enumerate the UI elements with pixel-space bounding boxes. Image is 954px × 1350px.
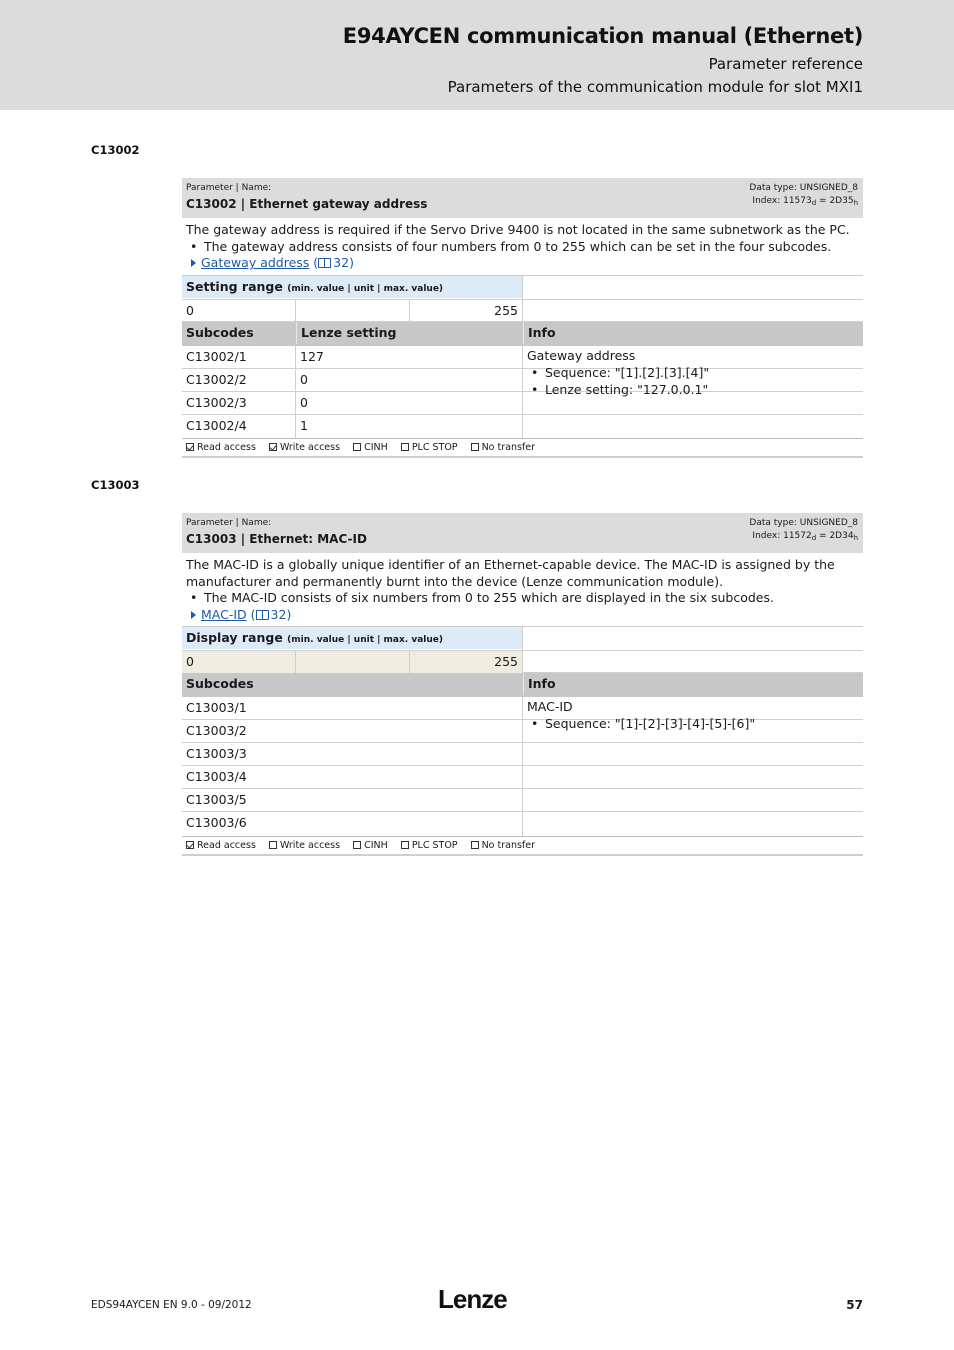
parameter-index: Index: $11573_d = 2D35_h$ (752, 196, 858, 207)
checkbox-checked-icon (186, 443, 194, 451)
checkbox-unchecked-icon (471, 443, 479, 451)
flag-write-access: Write access (269, 442, 340, 453)
info-cell (527, 347, 709, 398)
flag-plc-stop: PLC STOP (401, 442, 458, 453)
link-arrow-icon (191, 259, 196, 267)
info-cell (527, 698, 755, 732)
table-row: C13003/1 (182, 697, 863, 720)
table-row: C13003/2 (182, 720, 863, 743)
book-icon (318, 258, 331, 268)
col-subcodes: Subcodes (186, 676, 254, 691)
description-bullet: • The MAC-ID consists of six numbers from 0 to 255 which are displayed in the six subcodes. (186, 590, 859, 607)
access-flags (182, 438, 863, 458)
flag-read-access: Read access (186, 840, 256, 851)
book-icon (256, 610, 269, 620)
checkbox-unchecked-icon (471, 841, 479, 849)
cross-reference-link[interactable]: Gateway address ( 32) (186, 255, 859, 272)
parameter-name: C13002 | Ethernet gateway address (186, 197, 428, 211)
data-type: Data type: UNSIGNED_8 (749, 518, 858, 528)
table-row: C13003/3 (182, 743, 863, 766)
table-row: C13002/1 127 (182, 346, 863, 369)
table-row: C13003/5 (182, 789, 863, 812)
description-text: The MAC-ID is a globally unique identifier of an Ethernet-capable device. The MAC-ID is assigned by the manufacturer and permanently burnt into the device (Lenze communication module). (186, 557, 835, 589)
info-title: MAC-ID (527, 699, 573, 714)
table-row: C13002/4 1 (186, 418, 308, 433)
range-header: Display range (min. value | unit | max. value) (182, 627, 522, 649)
range-min: 0 (186, 303, 194, 318)
manual-title: E94AYCEN communication manual (Ethernet) (342, 24, 863, 48)
subcode-rows (182, 697, 863, 836)
checkbox-checked-icon (186, 841, 194, 849)
info-bullet: • Sequence: "[1].[2].[3].[4]" (527, 364, 709, 381)
document-id: EDS94AYCEN EN 9.0 - 09/2012 (91, 1299, 252, 1311)
range-max: 255 (410, 651, 522, 673)
parameter-header (182, 513, 863, 553)
page-number: 57 (846, 1298, 863, 1312)
section-title: Parameters of the communication module for slot MXI1 (447, 78, 863, 96)
description-text: The gateway address is required if the Servo Drive 9400 is not located in the same subnetwork as the PC. (186, 222, 850, 237)
table-row: C13003/6 (186, 815, 247, 830)
logo-text: Lenze (438, 1286, 507, 1314)
page-header (0, 0, 954, 110)
range-values-row (182, 650, 863, 673)
parameter-table-c13003 (182, 513, 863, 856)
parameter-label: Parameter | Name: (186, 518, 272, 528)
table-row: C13002/2 0 (182, 369, 863, 392)
parameter-label: Parameter | Name: (186, 183, 272, 193)
link-page[interactable]: 32 (333, 255, 350, 270)
link-arrow-icon (191, 611, 196, 619)
chapter-title: Parameter reference (708, 55, 863, 73)
range-unit (296, 651, 409, 673)
subcode-header-row (182, 322, 863, 346)
parameter-description (182, 553, 863, 627)
flag-plc-stop: PLC STOP (401, 840, 458, 851)
col-lenze-setting: Lenze setting (296, 322, 522, 344)
link-text[interactable]: MAC-ID (201, 606, 247, 622)
checkbox-checked-icon (269, 443, 277, 451)
parameter-table-c13002 (182, 178, 863, 458)
subcode-rows (182, 346, 863, 438)
parameter-header (182, 178, 863, 218)
range-header: Setting range (min. value | unit | max. value) (182, 276, 522, 298)
link-page[interactable]: 32 (270, 606, 287, 622)
parameter-description (182, 218, 863, 276)
access-flags (182, 836, 863, 856)
lenze-logo (438, 1286, 518, 1314)
flag-no-transfer: No transfer (471, 442, 535, 453)
range-header-row (182, 627, 863, 650)
checkbox-unchecked-icon (353, 841, 361, 849)
col-subcodes: Subcodes (186, 325, 254, 340)
parameter-name: C13003 | Ethernet: MAC-ID (186, 532, 367, 546)
data-type: Data type: UNSIGNED_8 (749, 183, 858, 193)
range-unit (295, 300, 409, 322)
parameter-heading-c13003: C13003 (91, 478, 140, 492)
flag-no-transfer: No transfer (471, 840, 535, 851)
range-values-row (182, 299, 863, 322)
checkbox-unchecked-icon (401, 443, 409, 451)
flag-cinh: CINH (353, 442, 388, 453)
flag-cinh: CINH (353, 840, 388, 851)
col-info: Info (523, 322, 863, 344)
description-bullet: • The gateway address consists of four numbers from 0 to 255 which can be set in the four subcodes. (186, 239, 859, 256)
subcode-header-row (182, 673, 863, 697)
info-title: Gateway address (527, 348, 636, 363)
col-info: Info (523, 673, 863, 695)
link-text[interactable]: Gateway address (201, 255, 310, 270)
range-max: 255 (494, 303, 518, 318)
checkbox-unchecked-icon (353, 443, 361, 451)
table-row: C13002/3 0 (182, 392, 863, 415)
parameter-index: Index: $11572_d = 2D34_h$ (752, 531, 858, 542)
range-header-row (182, 276, 863, 299)
info-bullet: • Lenze setting: "127.0.0.1" (527, 381, 709, 398)
parameter-heading-c13002: C13002 (91, 143, 140, 157)
flag-write-access: Write access (269, 840, 340, 851)
checkbox-unchecked-icon (401, 841, 409, 849)
checkbox-unchecked-icon (269, 841, 277, 849)
range-min: 0 (182, 651, 295, 673)
flag-read-access: Read access (186, 442, 256, 453)
info-bullet: • Sequence: "[1]-[2]-[3]-[4]-[5]-[6]" (527, 715, 755, 732)
cross-reference-link[interactable]: MAC-ID ( 32) (186, 607, 859, 624)
table-row: C13003/4 (182, 766, 863, 789)
